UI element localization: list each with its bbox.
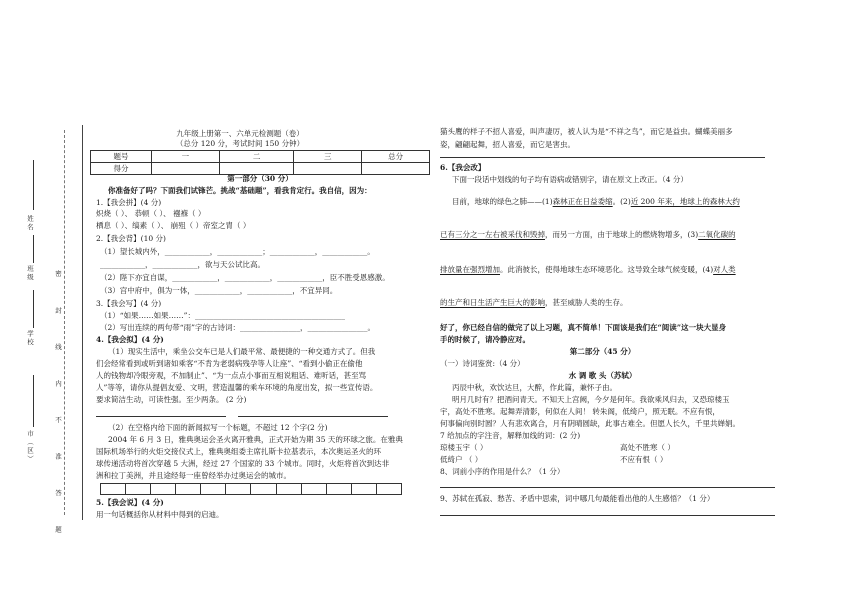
score-row-label: 得分 [91,163,152,175]
score-header-cell: 三 [294,151,362,163]
exam-title: 九年级上册第一、六单元检测题（卷） [176,129,304,138]
q5-title: 5.【我会说】(4 分) [96,498,164,507]
answer-line[interactable] [96,416,226,417]
poem-section-label: （一）诗词鉴赏:（4 分） [440,359,525,368]
q6-line [440,297,628,308]
q2-line2: ____________，____________，欲与天公试比高。 [100,260,265,269]
exam-subtitle: （总分 120 分，考试时间 150 分钟） [175,139,305,148]
q4-paragraph-line: 们会经常看到或听到诸如乘客“不肯为老弱病残孕等人让座”、“看到小偷正在偷他 [96,359,363,368]
city-underline [33,375,34,427]
score-table [90,150,430,175]
q4-title: 4.【我会拟】(4 分) [96,335,164,344]
school-underline [33,290,34,328]
q3-line2: （2）写出连续的两句带“雨”字的古诗词：________________，________________。 [100,323,375,332]
q6-underlined-sentence-4[interactable]: 的生产和日生活产生巨大的影响 [440,298,545,307]
q6-title: 6.【我会改】 [440,163,486,172]
q6-underlined-sentence-3[interactable]: 二氧化碳的 [698,230,736,239]
passage-line: 姿，翩翩起舞，招人喜爱，而它是害虫。 [440,140,575,149]
q6-text: ，而另一方面，由于地球上的燃烧物增多，(3) [545,230,699,239]
q6-line [440,229,736,240]
poem-preface: 丙辰中秋，欢饮达旦，大醉，作此篇，兼怀子由。 [452,383,617,392]
score-header-cell: 一 [152,151,220,163]
part2-title: 第二部分（45 分） [569,347,636,356]
answer-line[interactable] [238,416,388,417]
q6-text: 。(2) [612,197,631,206]
q4-paragraph-line: 人的钱物却冷眼旁观，不加制止”、“为一点点小事而互相说粗话、难听话，甚至骂 [96,371,367,380]
news-line: 2004 年 6 月 3 日，雅典奥运会圣火离开雅典，正式开始为期 35 天的环球之旅。在雅典 [108,435,403,444]
q3-title: 3.【我会写】(4 分) [96,299,162,308]
q4-paragraph-line: （1）现实生活中，乘坐公交车已是人们最平常、最便捷的一种交通方式了。但我 [108,347,376,356]
score-header-cell: 总分 [362,151,430,163]
news-line: 洲和拉丁美洲，并且途经每一座曾经举办过奥运会的城市。 [96,471,291,480]
q6-line [452,196,740,207]
q1-title: 1.【我会拼】(4 分) [96,198,162,207]
answer-line[interactable] [440,157,765,158]
score-table-header-row [91,151,430,163]
part1-title: 第一部分（30 分） [227,174,293,183]
school-label: 学校 [26,330,34,347]
q5-text: 用一句话概括你从材料中得到的启迪。 [96,510,224,519]
q1-line2: 栖息（ ）、缟素（ ）、 崩殂（ ）帝室之胄（ ） [96,221,251,230]
q6-underlined-sentence-2[interactable]: 已有三分之一左右被采伐和毁掉 [440,230,545,239]
q1-line1: 炽烧（ ）、 恭顿（ ）、 襁褓（ ） [96,209,206,218]
intro-text: 你准备好了吗？下面我们试锋芒。挑战“基础题”，看我肯定行。我自信，因为： [108,186,372,195]
q6-text: ，甚至威胁人类的生存。 [545,298,628,307]
news-line: 球传递活动将首次穿越 5 大洲，经过 27 个国家的 33 个城市。同时，火炬将首次到达非 [96,459,390,468]
transition-line: 好了，你已经自信的做完了以上习题，真不简单！下面该是我们在“阅读”这一块大显身 [440,323,727,332]
q7-item[interactable]: 低绮户 （ ） [440,455,483,464]
seal-notice: 密 封 线 内 不 准 答 题 [54,270,62,547]
q9-text: 9、苏轼在孤寂、愁苦、矛盾中思索，词中哪几句最能看出他的人生感悟？（1 分） [440,494,715,503]
q6-underlined-sentence-3[interactable]: 排放量在强烈增加 [440,265,500,274]
name-underline [33,160,34,210]
q6-instruction: 下面一段话中划线的句子均有语病或错别字，请在原文上改正。（4 分） [452,175,688,184]
transition-line: 手的时候了，请冷静应对。 [440,335,530,344]
q6-text: 目前，地球的绿色之肺——(1) [452,197,553,206]
poem-line: 宇，高处不胜寒。起舞弄清影，何似在人间！ 转朱阁，低绮户，照无眠。不应有恨， [440,407,720,416]
passage-line: 猫头鹰的样子不招人喜爱，叫声凄厉，被人认为是“不祥之鸟”，而它是益虫。蝴蝶美丽多 [440,127,733,136]
poem-line: 何事偏向别时圆？人有悲欢离合，月有阴晴圆缺，此事古难全。但愿人长久，千里共婵娟。 [440,419,740,428]
seal-dashed-line [64,130,65,515]
answer-line[interactable] [440,487,775,488]
q7-item[interactable]: 高处不胜寒（ ） [620,443,675,452]
class-underline [33,235,34,263]
q6-text: 。此消彼长，使得地球生态环境恶化。这导致全球气候变暖，(4) [500,265,714,274]
news-line: 国际机场举行的火炬交接仪式上，雅典奥组委主席扎斯卡拉基表示，本次奥运圣火的环 [96,447,381,456]
q6-line [440,264,736,275]
city-label: 市（区） [26,430,34,464]
name-label: 姓名 [26,215,34,232]
poem-title: 水 调 歌 头（苏轼） [568,371,637,380]
q7-item[interactable]: 不应有恨（ ） [620,455,668,464]
q2-line4: （3）宫中府中，俱为一体，____________，____________，不宜异同。 [100,286,338,295]
score-header-cell: 二 [219,151,294,163]
q6-underlined-sentence-4[interactable]: 对人类 [713,265,736,274]
q2-line1: （1）望长城内外，____________，____________；____________，____________。 [100,247,375,256]
q3-line1: （1）“如果……如果……”：________________________________________ [100,311,345,320]
binding-margin-line [82,125,83,520]
poem-line: 明月几时有？把酒问青天。不知天上宫阙，今夕是何年。我欲乘风归去，又恐琼楼玉 [452,395,730,404]
q7-title: 7 给加点的字注音，解释加线的词：(2 分) [440,431,581,440]
class-label: 班级 [26,265,34,282]
q2-title: 2.【我会背】(10 分) [96,234,166,243]
q4-paragraph-line: 要求简洁生动，可读性强。至少两条。 (2 分) [96,395,247,404]
q2-line3: （2）陛下亦宜自谋，____________，____________，____________，臣不胜受恩感激。 [100,273,390,282]
headline-answer-grid[interactable] [100,483,402,495]
q6-underlined-sentence-1[interactable]: 森林正在日益委缩 [552,197,613,206]
q7-item[interactable]: 琼楼玉宇（ ） [440,443,488,452]
q6-underlined-sentence-2[interactable]: 近 200 年来，地球上的森林大约 [630,197,740,206]
score-header-cell: 题号 [91,151,152,163]
q8-text: 8、词前小序的作用是什么？（1 分） [440,467,565,476]
q4-paragraph-line: 人”等等，请你从提倡友爱、文明，营造温馨的乘车环境的角度出发，拟一些宣传语。 [96,383,378,392]
q4-sub2: （2）在空格内给下面的新闻拟写一个标题，不超过 12 个字(2 分) [108,423,328,432]
answer-line[interactable] [440,515,775,516]
